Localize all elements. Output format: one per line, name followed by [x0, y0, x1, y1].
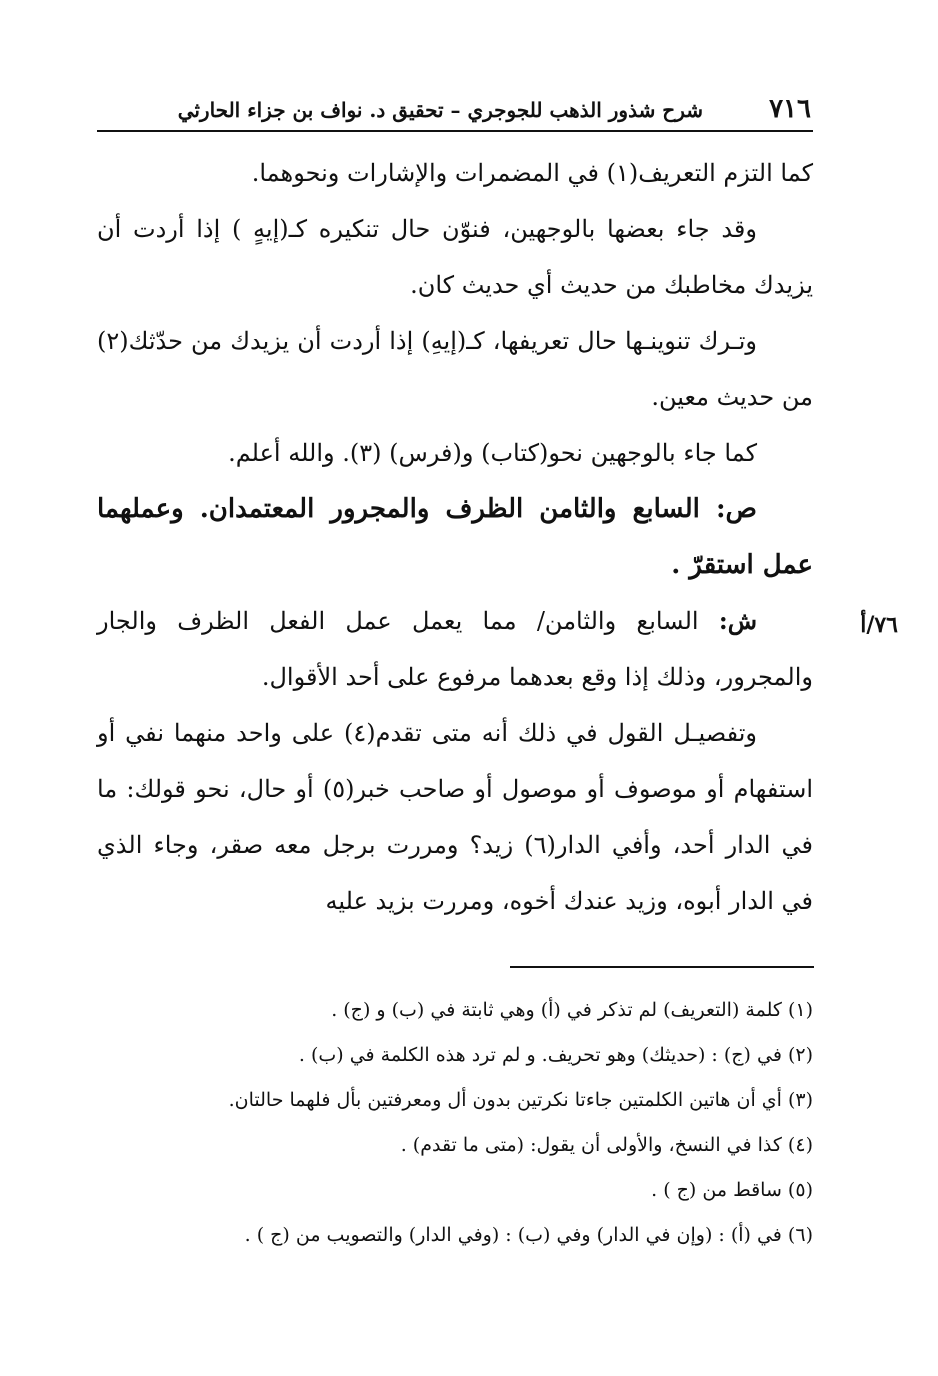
paragraph-4: كما جاء بالوجهين نحو(كتاب) و(فرس) (٣). والله أعلم. — [228, 439, 757, 467]
paragraph-2: وقد جاء بعضها بالوجهين، فنوّن حال تنكيره كـ(إيهٍ ) إذا أردت أن يزيدك مخاطبك من حديث أي حديث كان. — [97, 215, 813, 299]
paragraph-1: كما التزم التعريف(١) في المضمرات والإشارات ونحوهما. — [251, 159, 813, 187]
matn-paragraph: ص: السابع والثامن الظرف والمجرور المعتمدان. وعملهما عمل استقرّ . — [97, 494, 813, 580]
page-header — [97, 92, 813, 132]
main-text — [97, 145, 813, 929]
sharh-paragraph — [97, 593, 813, 705]
page-number: ٧١٦ — [769, 94, 811, 124]
paragraph-3: وتـرك تنوينـها حال تعريفها، كـ(إيهِ) إذا أردت أن يزيدك من حدّثك(٢) من حديث معين. — [97, 327, 813, 411]
footnote-2: (٢) في (ج) : (حديثك) وهو تحريف. و لم ترد هذه الكلمة في (ب) . — [298, 1044, 813, 1066]
footnote-3: (٣) أي أن هاتين الكلمتين جاءتا نكرتين بدون أل ومعرفتين بأل فلهما حالتان. — [228, 1089, 813, 1111]
footnote-1: (١) كلمة (التعريف) لم تذكر في (أ) وهي ثابتة في (ب) و (ج) . — [331, 999, 813, 1021]
paragraph-7: وتفصيـل القول في ذلك أنه متى تقدم(٤) على واحد منهما نفي أو استفهام أو موصوف أو موصول أو صاحب خبر(٥) أو حال، نحو قولك: ما في الدار أحد، وأفي الدار(٦) زيد؟ ومررت برجل معه صقر، وجاء الذي في الدار أبوه، وزيد عندك أخوه، ومررت بزيد عليه — [97, 719, 814, 915]
manuscript-folio-note: ٧٦/أ — [860, 612, 898, 638]
sharh-text: السابع والثامن/ مما يعمل عمل الفعل الظرف والجار والمجرور، وذلك إذا وقع بعدهما مرفوع على أحد الأقوال. — [97, 607, 813, 691]
running-title: شرح شذور الذهب للجوجري – تحقيق د. نواف بن جزاء الحارثي — [177, 98, 703, 122]
footnote-5: (٥) ساقط من (ج ) . — [651, 1179, 813, 1201]
footnote-6: (٦) في (أ) : (وإن في الدار) وفي (ب) : (وفي الدار) والتصويب من (ج ) . — [244, 1224, 813, 1246]
footnote-divider — [510, 966, 814, 968]
footnotes — [97, 988, 813, 1258]
sharh-label: ش: — [718, 606, 757, 635]
footnote-4: (٤) كذا في النسخ، والأولى أن يقول: (متى ما تقدم) . — [400, 1134, 813, 1156]
